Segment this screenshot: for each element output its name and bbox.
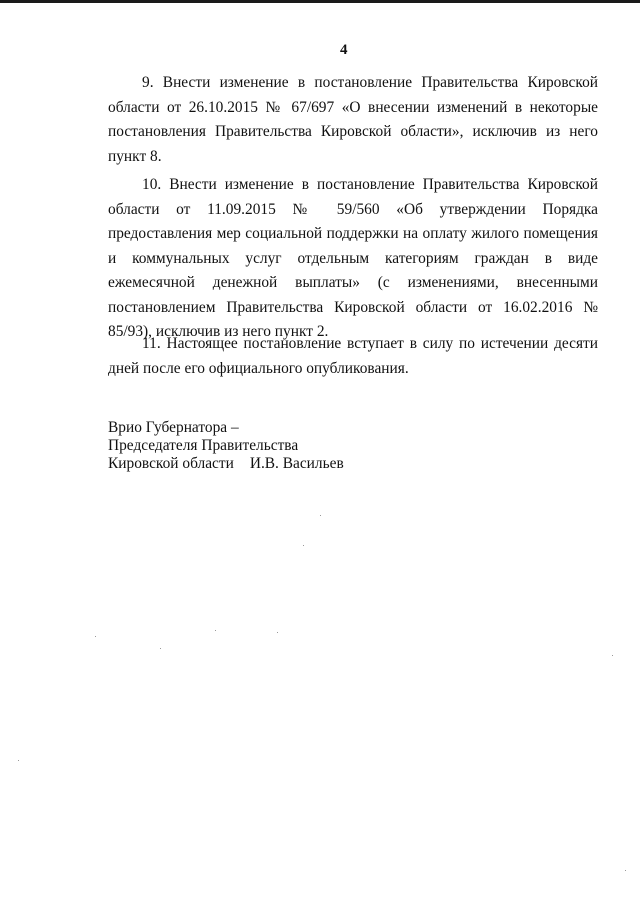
scan-speck [625,870,626,871]
scan-speck [303,545,304,546]
signature-block [108,419,344,473]
signature-title-line2: Председателя Правительства [108,437,299,454]
scan-speck [277,632,278,633]
paragraph-item-10: 10. Внести изменение в постановление Правительства Кировской области от 11.09.2015 № 59/560 «Об утверждении Порядка предоставления мер социальной поддержки на оплату жилого помещения и коммунальных услуг отдельным категориям граждан в виде ежемесячной денежной выплаты» (с изменениями, внесенными постановлением Правительства Кировской области от 16.02.2016 № 85/93), исключив из него пункт 2. [108,176,598,340]
scan-speck [612,655,613,656]
signature-title-line3 [108,455,344,473]
top-border-line [0,0,640,3]
signature-title-line1: Врио Губернатора – [108,419,239,436]
scan-speck [160,648,161,649]
signatory-name: И.В. Васильев [249,455,344,472]
paragraph-item-9: 9. Внести изменение в постановление Правительства Кировской области от 26.10.2015 № 67/697 «О внесении изменений в некоторые постановления Правительства Кировской области», исключив из него пункт 8. [108,74,598,165]
paragraph-item-11: 11. Настоящее постановление вступает в силу по истечении десяти дней после его официального опубликования. [108,335,598,377]
scan-speck [320,515,321,516]
scan-speck [95,636,96,637]
signature-org: Кировской области [108,455,234,472]
scan-speck [18,760,19,761]
page-number: 4 [340,42,348,58]
scan-speck [215,630,216,631]
